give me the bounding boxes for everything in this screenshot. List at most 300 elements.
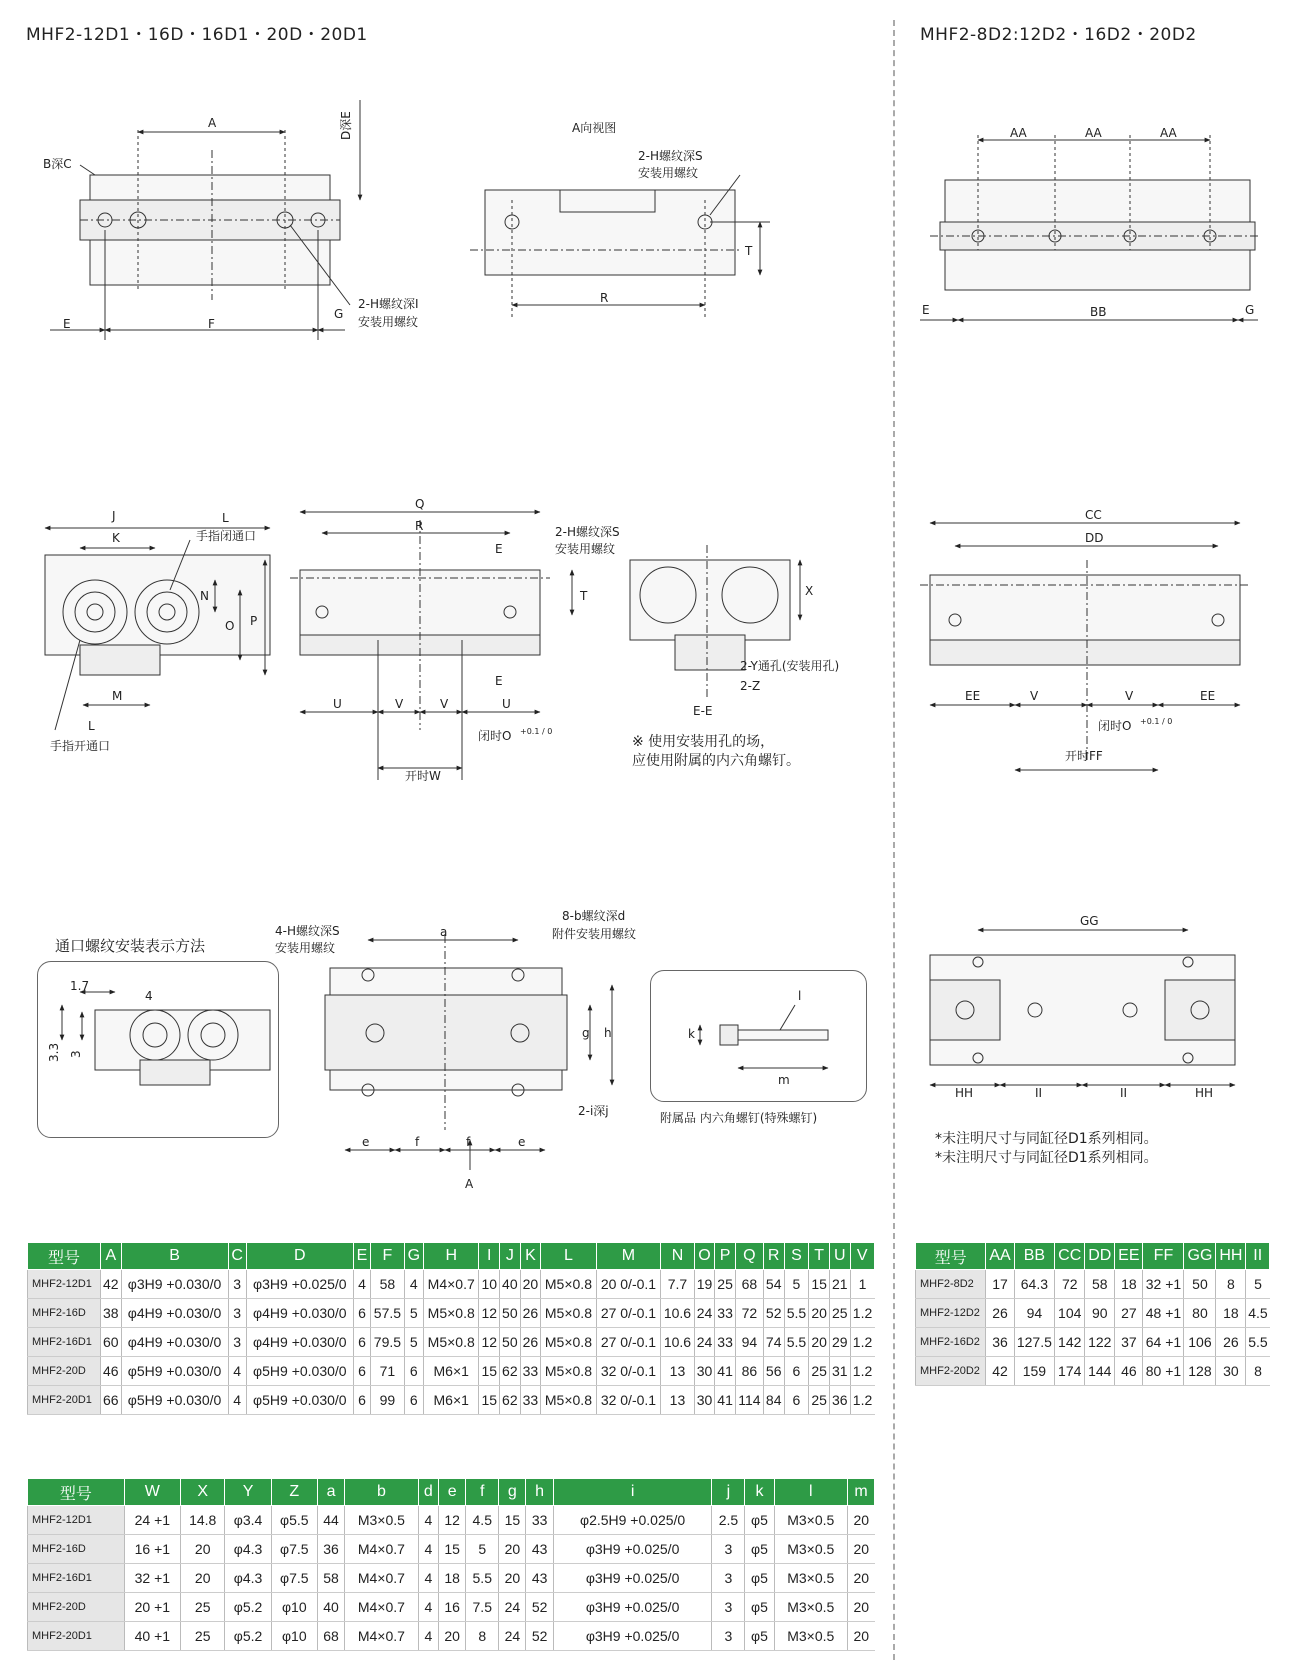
label-mount-screw-4: 安装用螺纹 — [275, 941, 336, 955]
label-a-view: A向视图 — [572, 121, 617, 135]
table-cell: φ3H9 +0.025/0 — [553, 1564, 712, 1593]
dim-T-side: T — [580, 589, 588, 603]
table-cell: 10.6 — [661, 1299, 695, 1328]
table-row — [916, 1299, 1270, 1328]
table-cell: 17 — [986, 1270, 1014, 1299]
table-cell: MHF2-12D1 — [28, 1270, 101, 1299]
table-header-cell: a — [317, 1479, 344, 1506]
label-accessory: 附属品 内六角螺钉(特殊螺钉) — [660, 1111, 818, 1125]
table-cell: M5×0.8 — [423, 1328, 478, 1357]
table-cell: 3 — [712, 1535, 745, 1564]
table-cell: 26 — [1216, 1328, 1246, 1357]
table-cell: 21 — [829, 1270, 850, 1299]
table-row — [28, 1386, 875, 1415]
table-cell: 94 — [735, 1328, 763, 1357]
table-cell: 41 — [715, 1386, 736, 1415]
dim-E: E — [63, 317, 71, 331]
dim-m: m — [778, 1073, 790, 1087]
table-header-cell: K — [520, 1243, 541, 1270]
table-cell: 24 +1 — [124, 1506, 180, 1535]
dim-e-left: e — [362, 1135, 370, 1149]
table-cell: φ5 — [745, 1564, 774, 1593]
table-cell: 6 — [353, 1299, 370, 1328]
drawing-a-view — [470, 175, 770, 320]
table-cell: MHF2-20D1 — [28, 1386, 101, 1415]
table-cell: 15 — [499, 1506, 526, 1535]
table-header-cell: F — [371, 1243, 405, 1270]
table-cell: 10 — [479, 1270, 500, 1299]
table-cell: 50 — [500, 1299, 521, 1328]
table-cell: 20 — [848, 1506, 875, 1535]
table-header-cell: P — [715, 1243, 736, 1270]
table-header-cell: DD — [1085, 1243, 1115, 1270]
table-cell: 29 — [829, 1328, 850, 1357]
dim-Q: Q — [415, 497, 425, 511]
table-cell: 33 — [526, 1506, 553, 1535]
table-cell: M6×1 — [423, 1386, 478, 1415]
table-cell: 127.5 — [1014, 1328, 1055, 1357]
table-cell: 20 — [809, 1299, 830, 1328]
title-left: MHF2-12D1・16D・16D1・20D・20D1 — [26, 25, 368, 45]
dim-II-right: II — [1120, 1086, 1128, 1100]
table-cell: MHF2-20D — [28, 1593, 125, 1622]
dim-E-side-top: E — [495, 542, 503, 556]
table-cell: 27 — [1115, 1299, 1143, 1328]
label-closed-O-tol: +0.1 / 0 — [520, 727, 553, 736]
label-H-thread-I: 2-H螺纹深I — [358, 297, 419, 311]
dim-G: G — [334, 307, 344, 321]
dim-a: a — [440, 925, 448, 939]
table-row — [28, 1535, 875, 1564]
table-cell: 3 — [228, 1328, 246, 1357]
table-row — [916, 1357, 1270, 1386]
table-header-cell: B — [121, 1243, 228, 1270]
table-cell: 20 — [181, 1535, 225, 1564]
table-cell: M5×0.8 — [541, 1299, 596, 1328]
dim-L-top: L — [222, 511, 229, 525]
table-cell: 1.2 — [850, 1386, 874, 1415]
table-cell: 62 — [500, 1357, 521, 1386]
table-cell: 26 — [520, 1328, 541, 1357]
table-cell: 43 — [526, 1564, 553, 1593]
table-cell: MHF2-16D1 — [28, 1564, 125, 1593]
dim-EE-left: EE — [965, 689, 981, 703]
table-cell: 4 — [418, 1564, 438, 1593]
table-cell: 32 0/-0.1 — [596, 1386, 661, 1415]
table-cell: MHF2-12D1 — [28, 1506, 125, 1535]
table-cell: 25 — [715, 1270, 736, 1299]
table-cell: 25 — [829, 1299, 850, 1328]
dim-II-left: II — [1035, 1086, 1043, 1100]
dim-4: 4 — [145, 989, 153, 1003]
table-header-row — [28, 1479, 875, 1506]
table-cell: 15 — [479, 1357, 500, 1386]
table-cell: 20 — [520, 1270, 541, 1299]
drawing-top-view-d1 — [50, 100, 360, 340]
dim-CC: CC — [1085, 508, 1102, 522]
table-cell: 46 — [1115, 1357, 1143, 1386]
table-cell: 74 — [763, 1328, 784, 1357]
dim-N: N — [200, 589, 209, 603]
table-cell: 40 — [317, 1593, 344, 1622]
table-cell: 3 — [228, 1270, 246, 1299]
table-header-cell: i — [553, 1479, 712, 1506]
table-cell: 41 — [715, 1357, 736, 1386]
port-detail-box — [37, 961, 279, 1138]
table-cell: 26 — [520, 1299, 541, 1328]
table-cell: 142 — [1055, 1328, 1085, 1357]
table-cell: M4×0.7 — [345, 1622, 418, 1651]
table-cell: 20 0/-0.1 — [596, 1270, 661, 1299]
table-cell: 20 — [181, 1564, 225, 1593]
table-header-cell: H — [423, 1243, 478, 1270]
dim-AA-3: AA — [1160, 126, 1177, 140]
table-cell: 33 — [715, 1328, 736, 1357]
table-cell: 33 — [520, 1357, 541, 1386]
table-header-cell: 型号 — [916, 1243, 986, 1270]
table-header-cell: W — [124, 1479, 180, 1506]
label-open-W: 开时W — [405, 769, 441, 783]
table-cell: 5 — [404, 1299, 423, 1328]
table-cell: 25 — [809, 1357, 830, 1386]
table-cell: φ5H9 +0.030/0 — [121, 1386, 228, 1415]
table-cell: MHF2-16D — [28, 1299, 101, 1328]
table-cell: 90 — [1085, 1299, 1115, 1328]
table-cell: 20 — [499, 1564, 526, 1593]
table-cell: 56 — [763, 1357, 784, 1386]
table-header-cell: g — [499, 1479, 526, 1506]
dim-AA-2: AA — [1085, 126, 1102, 140]
table-cell: 4 — [228, 1357, 246, 1386]
table-header-cell: N — [661, 1243, 695, 1270]
table-cell: φ4H9 +0.030/0 — [121, 1299, 228, 1328]
table-header-cell: 型号 — [28, 1243, 101, 1270]
table-header-cell: A — [101, 1243, 122, 1270]
table-cell: 32 0/-0.1 — [596, 1357, 661, 1386]
table-cell: 79.5 — [371, 1328, 405, 1357]
table-cell: 8 — [1216, 1270, 1246, 1299]
table-cell: 68 — [735, 1270, 763, 1299]
table-cell: φ4.3 — [225, 1564, 271, 1593]
table-header-cell: Z — [271, 1479, 317, 1506]
table-cell: 62 — [500, 1386, 521, 1415]
label-mount-screw-3: 安装用螺纹 — [555, 542, 616, 556]
table-cell: φ4H9 +0.030/0 — [121, 1328, 228, 1357]
table-cell: 30 — [694, 1386, 715, 1415]
label-mount-screw-1: 安装用螺纹 — [358, 315, 419, 329]
table-cell: 114 — [735, 1386, 763, 1415]
table-header-cell: E — [353, 1243, 370, 1270]
port-thread-method-title: 通口螺纹安装表示方法 — [55, 937, 206, 955]
table-cell: 6 — [353, 1357, 370, 1386]
label-b8-thread: 8-b螺纹深d — [562, 909, 626, 923]
table-cell: 25 — [181, 1593, 225, 1622]
dim-GG: GG — [1080, 914, 1099, 928]
table-cell: 37 — [1115, 1328, 1143, 1357]
table-header-cell: L — [541, 1243, 596, 1270]
table-cell: MHF2-8D2 — [916, 1270, 986, 1299]
table-cell: φ4H9 +0.030/0 — [246, 1299, 353, 1328]
table-cell: 50 — [1184, 1270, 1216, 1299]
table-header-cell: j — [712, 1479, 745, 1506]
dim-V-d2-right: V — [1125, 689, 1134, 703]
dim-BB: BB — [1090, 305, 1107, 319]
dim-L-bottom: L — [88, 719, 95, 733]
table-cell: φ7.5 — [271, 1535, 317, 1564]
table-cell: M5×0.8 — [541, 1270, 596, 1299]
dim-U-left: U — [333, 697, 342, 711]
table-header-cell: FF — [1143, 1243, 1184, 1270]
dim-K: K — [112, 531, 120, 545]
table-cell: 32 +1 — [1143, 1270, 1184, 1299]
table-cell: 12 — [479, 1328, 500, 1357]
table-cell: 24 — [694, 1299, 715, 1328]
table-cell: 2.5 — [712, 1506, 745, 1535]
table-cell: φ2.5H9 +0.025/0 — [553, 1506, 712, 1535]
table-cell: 58 — [371, 1270, 405, 1299]
table-row — [28, 1506, 875, 1535]
table-cell: 38 — [101, 1299, 122, 1328]
table-cell: 3 — [228, 1299, 246, 1328]
table-cell: MHF2-16D1 — [28, 1328, 101, 1357]
dim-R-top: R — [600, 291, 609, 305]
table-cell: 5.5 — [784, 1328, 809, 1357]
label-H4-thread-S: 4-H螺纹深S — [275, 924, 340, 938]
table-cell: 4 — [353, 1270, 370, 1299]
table-header-cell: l — [774, 1479, 847, 1506]
dim-P: P — [250, 614, 258, 628]
drawing-section-e — [630, 545, 800, 700]
label-H-thread-S: 2-H螺纹深S — [638, 149, 703, 163]
dim-T-top: T — [745, 244, 753, 258]
table-cell: 1.2 — [850, 1299, 874, 1328]
label-open-FF: 开时FF — [1065, 749, 1103, 763]
table-cell: 46 — [101, 1357, 122, 1386]
table-cell: 18 — [1216, 1299, 1246, 1328]
table-cell: M4×0.7 — [345, 1535, 418, 1564]
table-cell: 15 — [809, 1270, 830, 1299]
table-cell: 20 +1 — [124, 1593, 180, 1622]
table-cell: φ3H9 +0.025/0 — [553, 1535, 712, 1564]
table-cell: 86 — [735, 1357, 763, 1386]
table-cell: 12 — [479, 1299, 500, 1328]
table-cell: 20 — [848, 1593, 875, 1622]
table-row — [28, 1622, 875, 1651]
drawing-bottom-view-d2 — [930, 930, 1235, 1085]
table-cell: 6 — [353, 1386, 370, 1415]
table-cell: 3 — [712, 1622, 745, 1651]
table-cell: 33 — [520, 1386, 541, 1415]
table-cell: 33 — [715, 1299, 736, 1328]
table-cell: M3×0.5 — [774, 1593, 847, 1622]
dim-V-d2-left: V — [1030, 689, 1039, 703]
table-header-cell: R — [763, 1243, 784, 1270]
table-header-row — [28, 1243, 875, 1270]
table-cell: 6 — [353, 1328, 370, 1357]
table-cell: φ4.3 — [225, 1535, 271, 1564]
table-cell: 174 — [1055, 1357, 1085, 1386]
table-header-cell: O — [694, 1243, 715, 1270]
table-cell: MHF2-20D — [28, 1357, 101, 1386]
table-cell: 64 +1 — [1143, 1328, 1184, 1357]
dimension-table-2 — [27, 1478, 875, 1651]
table-header-cell: h — [526, 1479, 553, 1506]
table-cell: 20 — [848, 1622, 875, 1651]
table-cell: M3×0.5 — [774, 1535, 847, 1564]
table-header-cell: CC — [1055, 1243, 1085, 1270]
table-cell: 4 — [418, 1506, 438, 1535]
table-header-cell: V — [850, 1243, 874, 1270]
table-cell: 1.2 — [850, 1357, 874, 1386]
table-cell: 99 — [371, 1386, 405, 1415]
drawing-side-view-d2 — [920, 523, 1250, 770]
mount-hole-note: ※ 使用安装用孔的场， 应使用附属的内六角螺钉。 — [632, 734, 800, 769]
table-cell: 42 — [101, 1270, 122, 1299]
table-cell: 4 — [418, 1593, 438, 1622]
table-cell: M5×0.8 — [541, 1328, 596, 1357]
table-cell: 52 — [526, 1622, 553, 1651]
table-cell: 3 — [712, 1593, 745, 1622]
table-cell: 30 — [694, 1357, 715, 1386]
table-cell: 18 — [1115, 1270, 1143, 1299]
table-cell: φ10 — [271, 1622, 317, 1651]
dim-V-left: V — [395, 697, 404, 711]
table-cell: 66 — [101, 1386, 122, 1415]
dim-EE-right: EE — [1200, 689, 1216, 703]
table-cell: 122 — [1085, 1328, 1115, 1357]
table-cell: 5 — [1246, 1270, 1270, 1299]
table-cell: 36 — [829, 1386, 850, 1415]
table-cell: 26 — [986, 1299, 1014, 1328]
table-header-cell: m — [848, 1479, 875, 1506]
table-cell: φ3H9 +0.025/0 — [553, 1622, 712, 1651]
table-cell: 40 +1 — [124, 1622, 180, 1651]
table-cell: 4 — [228, 1386, 246, 1415]
table-cell: 25 — [181, 1622, 225, 1651]
table-header-cell: D — [246, 1243, 353, 1270]
table-cell: 4.5 — [1246, 1299, 1270, 1328]
table-header-cell: S — [784, 1243, 809, 1270]
table-cell: 20 — [439, 1622, 466, 1651]
table-row — [28, 1593, 875, 1622]
dim-G-right: G — [1245, 303, 1255, 317]
table-cell: MHF2-16D2 — [916, 1328, 986, 1357]
dim-HH-left: HH — [955, 1086, 974, 1100]
table-cell: 27 0/-0.1 — [596, 1299, 661, 1328]
dim-A: A — [208, 116, 217, 130]
label-i-depth-j: 2-i深j — [578, 1104, 609, 1118]
footnote-1: *未注明尺寸与同缸径D1系列相同。 — [935, 1131, 1158, 1147]
table-cell: 72 — [735, 1299, 763, 1328]
table-header-cell: T — [809, 1243, 830, 1270]
table-cell: 20 — [809, 1328, 830, 1357]
table-cell: 13 — [661, 1386, 695, 1415]
dim-HH-right: HH — [1195, 1086, 1214, 1100]
drawing-end-view — [45, 528, 270, 730]
table-header-cell: EE — [1115, 1243, 1143, 1270]
footnote-2: *未注明尺寸与同缸径D1系列相同。 — [935, 1150, 1158, 1166]
label-attach-screw: 附件安装用螺纹 — [552, 927, 637, 941]
table-cell: 6 — [784, 1386, 809, 1415]
accessory-box — [650, 970, 867, 1102]
dim-X: X — [805, 584, 814, 598]
dim-e-right: e — [518, 1135, 526, 1149]
table-cell: 15 — [479, 1386, 500, 1415]
table-cell: 25 — [809, 1386, 830, 1415]
table-cell: 60 — [101, 1328, 122, 1357]
table-cell: M3×0.5 — [774, 1506, 847, 1535]
table-cell: 42 — [986, 1357, 1014, 1386]
table-cell: 5.5 — [466, 1564, 499, 1593]
title-right: MHF2-8D2:12D2・16D2・20D2 — [920, 25, 1197, 45]
dim-E-side-bottom: E — [495, 674, 503, 688]
table-cell: M3×0.5 — [774, 1564, 847, 1593]
table-cell: 4 — [418, 1622, 438, 1651]
table-cell: 8 — [1246, 1357, 1270, 1386]
table-header-row — [916, 1243, 1270, 1270]
table-cell: M4×0.7 — [345, 1593, 418, 1622]
table-header-cell: HH — [1216, 1243, 1246, 1270]
table-cell: 5.5 — [784, 1299, 809, 1328]
table-cell: φ3.4 — [225, 1506, 271, 1535]
label-finger-open-port: 手指开通口 — [50, 739, 111, 753]
table-cell: MHF2-20D1 — [28, 1622, 125, 1651]
table-cell: 44 — [317, 1506, 344, 1535]
dim-l: l — [798, 989, 802, 1003]
table-cell: 16 +1 — [124, 1535, 180, 1564]
table-cell: 84 — [763, 1386, 784, 1415]
table-cell: 20 — [499, 1535, 526, 1564]
table-row — [916, 1270, 1270, 1299]
table-cell: 80 — [1184, 1299, 1216, 1328]
drawing-top-view-d2 — [920, 135, 1260, 320]
table-header-cell: AA — [986, 1243, 1014, 1270]
table-cell: φ3H9 +0.025/0 — [553, 1593, 712, 1622]
dimension-table-1 — [27, 1242, 875, 1415]
table-header-cell: M — [596, 1243, 661, 1270]
table-cell: 20 — [848, 1564, 875, 1593]
drawing-side-view — [290, 512, 572, 780]
table-header-cell: e — [439, 1479, 466, 1506]
table-header-cell: 型号 — [28, 1479, 125, 1506]
table-cell: 30 — [1216, 1357, 1246, 1386]
label-E-E: E-E — [693, 704, 713, 718]
table-cell: 52 — [763, 1299, 784, 1328]
dim-R: R — [415, 519, 424, 533]
table-cell: 144 — [1085, 1357, 1115, 1386]
label-closed-O: 闭时O — [478, 729, 512, 743]
table-cell: 20 — [848, 1535, 875, 1564]
dim-f-right: f — [466, 1135, 471, 1149]
table-cell: 36 — [317, 1535, 344, 1564]
table-cell: 31 — [829, 1357, 850, 1386]
table-row — [28, 1299, 875, 1328]
table-cell: 36 — [986, 1328, 1014, 1357]
table-cell: 4 — [418, 1535, 438, 1564]
table-header-cell: X — [181, 1479, 225, 1506]
table-header-cell: b — [345, 1479, 418, 1506]
table-cell: 104 — [1055, 1299, 1085, 1328]
table-cell: MHF2-16D — [28, 1535, 125, 1564]
table-cell: 5 — [404, 1328, 423, 1357]
dim-J: J — [112, 509, 116, 523]
table-cell: 68 — [317, 1622, 344, 1651]
table-cell: φ5 — [745, 1622, 774, 1651]
dim-3: 3 — [69, 1050, 83, 1058]
dim-D-depth-E: D深E — [339, 111, 353, 140]
table-cell: φ10 — [271, 1593, 317, 1622]
table-cell: M5×0.8 — [541, 1357, 596, 1386]
